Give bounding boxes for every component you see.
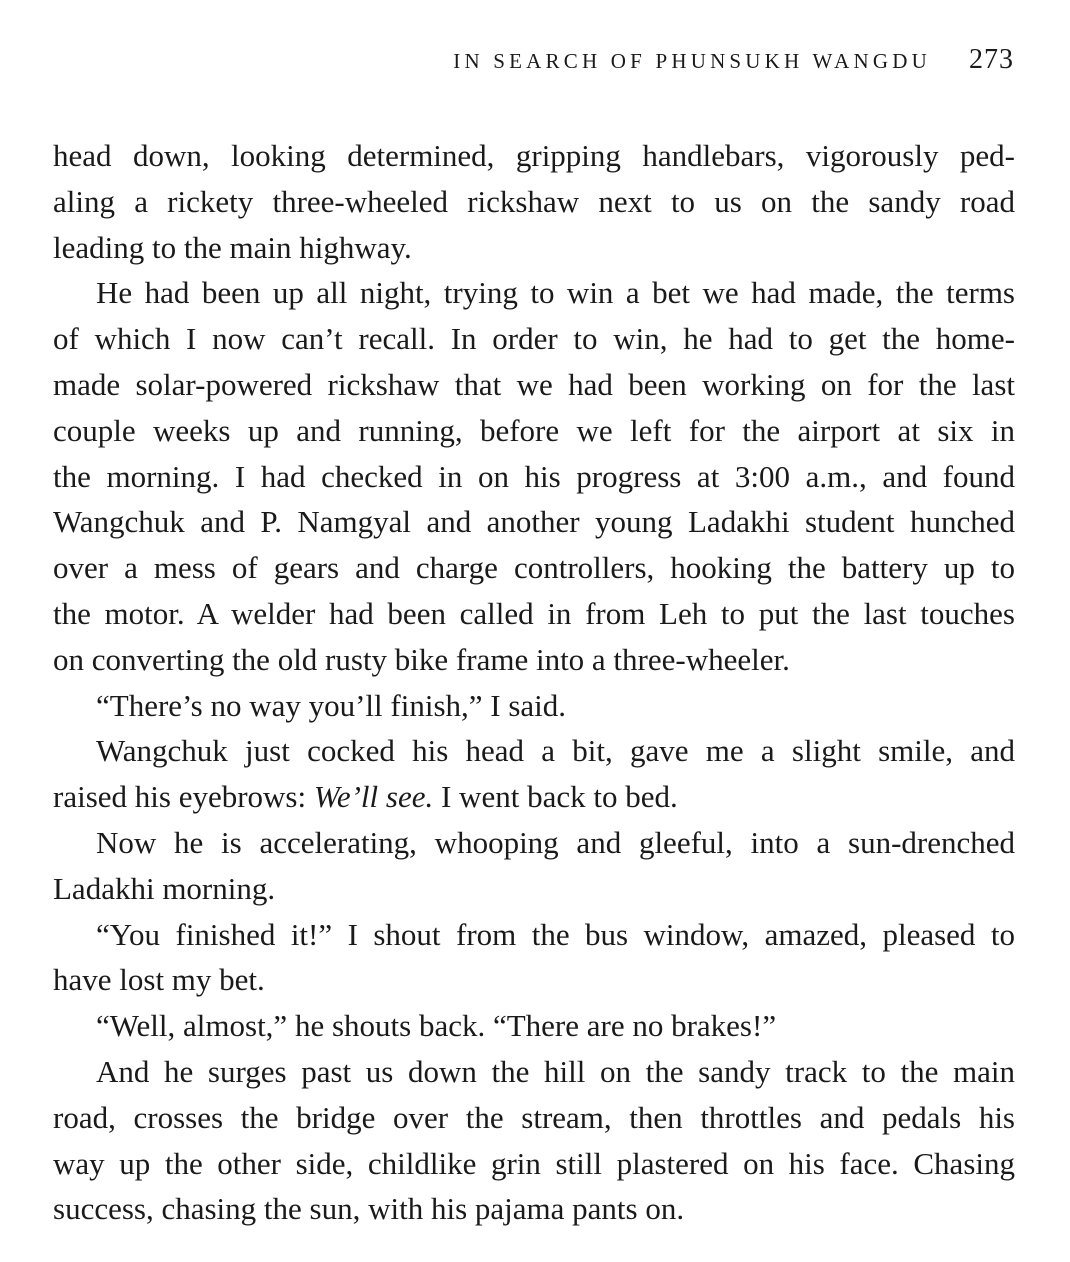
running-head <box>453 44 1014 76</box>
text-line <box>53 774 1015 820</box>
text-fragment: raised his eyebrows: <box>53 779 314 815</box>
text-fragment: I went back to bed. <box>433 779 678 815</box>
text-line: made solar-powered rickshaw that we had been working on for the last <box>53 366 1015 402</box>
text-line: leading to the main highway. <box>53 229 412 265</box>
text-line: “You finished it!” I shout from the bus window, amazed, pleased to <box>96 916 1015 952</box>
page-number: 273 <box>969 44 1014 75</box>
text-line: on converting the old rusty bike frame into a three-wheeler. <box>53 641 790 677</box>
text-line: the morning. I had checked in on his progress at 3:00 a.m., and found <box>53 458 1015 494</box>
text-line: way up the other side, childlike grin still plastered on his face. Chasing <box>53 1145 1015 1181</box>
text-line: have lost my bet. <box>53 962 265 998</box>
text-line: “Well, almost,” he shouts back. “There are no brakes!” <box>96 1008 777 1044</box>
body-text <box>53 133 1015 1232</box>
text-line: road, crosses the bridge over the stream, then throttles and pedals his <box>53 1099 1015 1135</box>
text-line: Wangchuk and P. Namgyal and another young Ladakhi student hunched <box>53 504 1015 540</box>
text-line: couple weeks up and running, before we left for the airport at six in <box>53 412 1015 448</box>
running-title: IN SEARCH OF PHUNSUKH WANGDU <box>453 49 931 73</box>
text-line: Wangchuk just cocked his head a bit, gave me a slight smile, and <box>96 733 1015 769</box>
text-line: He had been up all night, trying to win a bet we had made, the terms <box>96 275 1015 311</box>
text-line: Now he is accelerating, whooping and gleeful, into a sun-drenched <box>96 824 1015 860</box>
text-line: over a mess of gears and charge controllers, hooking the battery up to <box>53 550 1015 586</box>
italic-phrase: We’ll see. <box>313 779 434 815</box>
text-line: “There’s no way you’ll finish,” I said. <box>96 687 567 723</box>
text-line: the motor. A welder had been called in from Leh to put the last touches <box>53 595 1015 631</box>
text-line: Ladakhi morning. <box>53 870 276 906</box>
text-line: success, chasing the sun, with his pajama pants on. <box>53 1191 685 1227</box>
text-line: head down, looking determined, gripping handlebars, vigorously ped- <box>53 138 1015 173</box>
text-line: aling a rickety three-wheeled rickshaw next to us on the sandy road <box>53 183 1015 219</box>
text-line: of which I now can’t recall. In order to win, he had to get the home- <box>53 321 1015 357</box>
text-line: And he surges past us down the hill on the sandy track to the main <box>96 1053 1015 1089</box>
